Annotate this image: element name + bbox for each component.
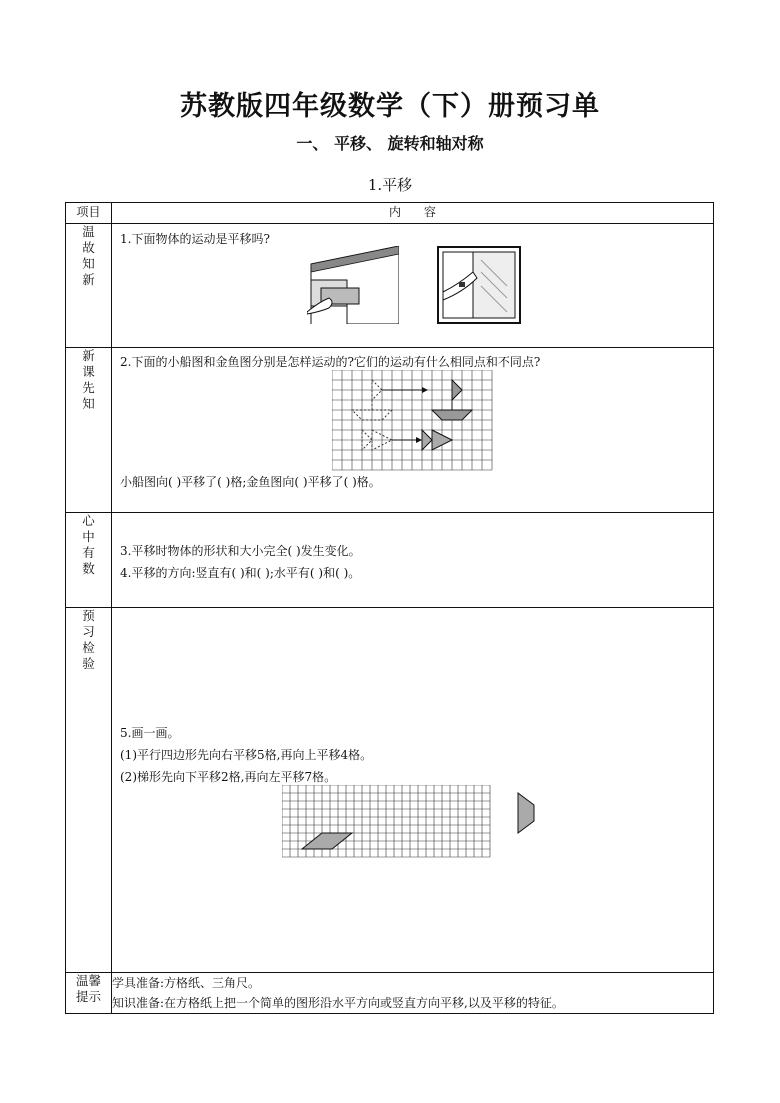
question-5-part-1: (1)平行四边形先向右平移5格,再向上平移4格。 — [120, 748, 373, 762]
table-row — [66, 513, 714, 608]
table-row — [66, 973, 714, 1014]
fish-moved — [422, 430, 452, 450]
boat-fish-grid — [332, 370, 494, 472]
table-row — [66, 608, 714, 973]
row-label-tips: 温馨提示 — [75, 973, 101, 1004]
row-label-new-lesson: 新课先知 — [82, 348, 95, 411]
question-1: 1.下面物体的运动是平移吗? — [120, 232, 270, 246]
drawer-image — [307, 246, 399, 324]
table-row — [66, 224, 714, 348]
table-row — [66, 348, 714, 513]
table-header — [66, 203, 714, 224]
fish-arrowhead — [416, 437, 422, 443]
header-item: 项目 — [66, 203, 112, 224]
tip-knowledge: 知识准备:在方格纸上把一个简单的图形沿水平方向或竖直方向平移,以及平移的特征。 — [112, 996, 564, 1010]
row-label-check: 预习检验 — [82, 608, 95, 671]
worksheet-table — [65, 202, 714, 1014]
question-5-part-2: (2)梯形先向下平移2格,再向左平移7格。 — [120, 770, 337, 784]
chapter-subtitle: 一、 平移、 旋转和轴对称 — [296, 134, 484, 153]
page-title: 苏教版四年级数学（下）册预习单 — [180, 91, 600, 122]
boat-arrowhead — [422, 387, 428, 393]
question-3: 3.平移时物体的形状和大小完全( )发生变化。 — [120, 544, 361, 558]
question-2: 2.下面的小船图和金鱼图分别是怎样运动的?它们的运动有什么相同点和不同点? — [120, 355, 541, 369]
question-4: 4.平移的方向:竖直有( )和( );水平有( )和( )。 — [120, 566, 361, 580]
row-label-summary: 心中有数 — [82, 513, 95, 576]
section-title: 1.平移 — [367, 176, 413, 194]
header-content: 内 容 — [112, 203, 714, 224]
window-image — [437, 246, 521, 324]
trapezoid-shape — [518, 793, 534, 833]
drawing-grid — [282, 785, 544, 859]
row-label-review: 温故知新 — [82, 224, 95, 287]
tip-tools: 学具准备:方格纸、三角尺。 — [112, 976, 261, 990]
question-5: 5.画一画。 — [120, 726, 180, 740]
answer-line-2: 小船图向( )平移了( )格;金鱼图向( )平移了( )格。 — [120, 475, 381, 489]
